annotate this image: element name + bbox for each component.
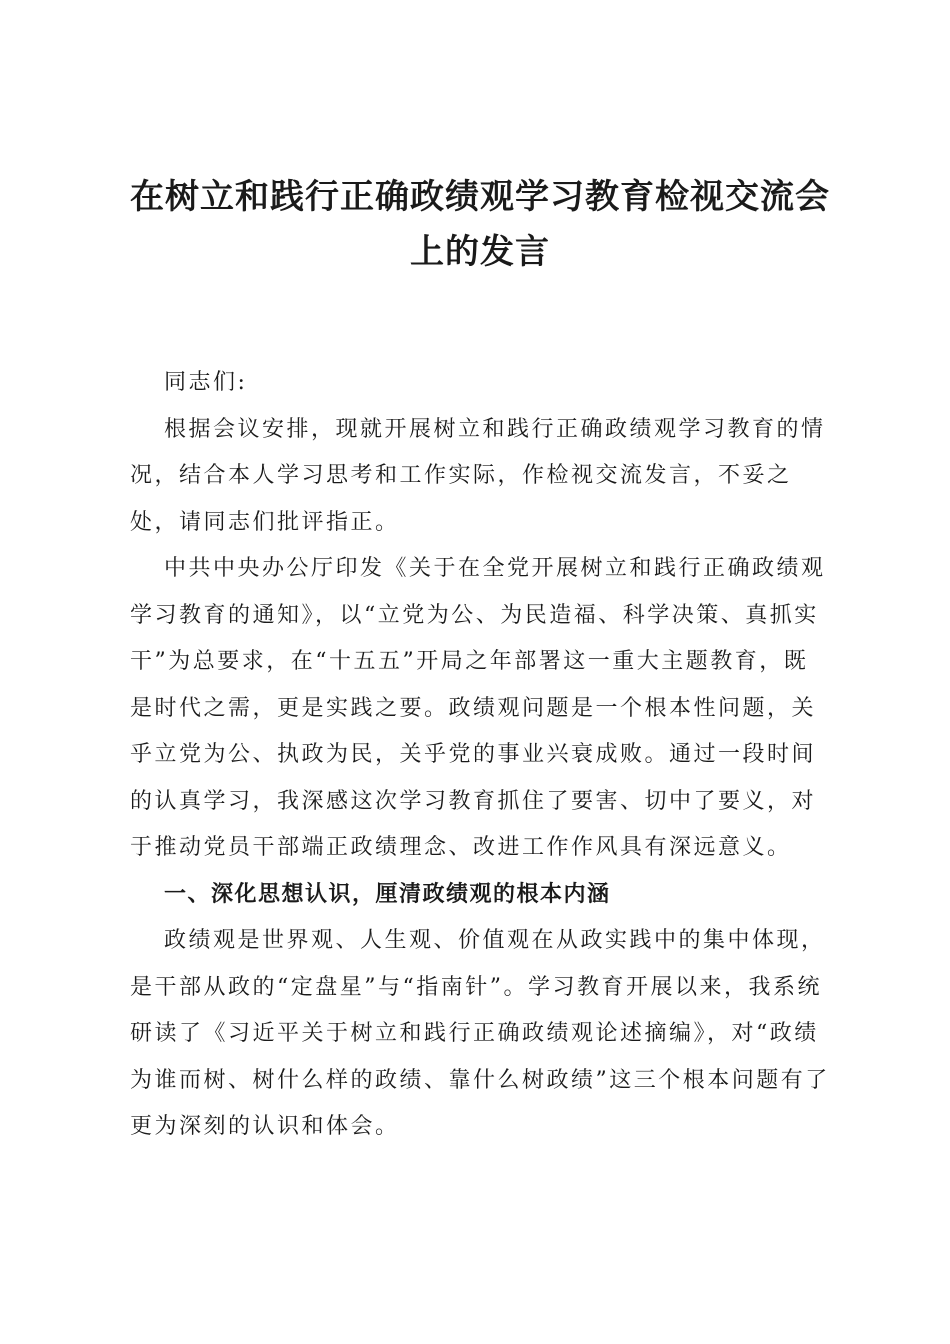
document-title: 在树立和践行正确政绩观学习教育检视交流会上的发言 [130,177,830,272]
paragraph-background: 中共中央办公厅印发《关于在全党开展树立和践行正确政绩观学习教育的通知》，以“立党为公、为民造福、科学决策、真抓实干”为总要求，在“十五五”开局之年部署这一重大主题教育，既是时代之需，更是实践之要。政绩观问题是一个根本性问题，关乎立党为公、执政为民，关乎党的事业兴衰成败。通过一段时间的认真学习，我深感这次学习教育抓住了要害、切中了要义，对于推动党员干部端正政绩理念、改进工作作风具有深远意义。 [130,556,826,860]
salutation: 同志们: [164,370,248,395]
document-body [130,360,830,1151]
section-1-paragraph: 政绩观是世界观、人生观、价值观在从政实践中的集中体现，是干部从政的“定盘星”与“指南针”。学习教育开展以来，我系统研读了《习近平关于树立和践行正确政绩观论述摘编》，对“政绩为谁而树、树什么样的政绩、靠什么树政绩”这三个根本问题有了更为深刻的认识和体会。 [130,928,830,1139]
paragraph-intro: 根据会议安排，现就开展树立和践行正确政绩观学习教育的情况，结合本人学习思考和工作实际，作检视交流发言，不妥之处，请同志们批评指正。 [130,416,826,535]
section-heading-1: 一、深化思想认识，厘清政绩观的根本内涵 [164,881,611,907]
